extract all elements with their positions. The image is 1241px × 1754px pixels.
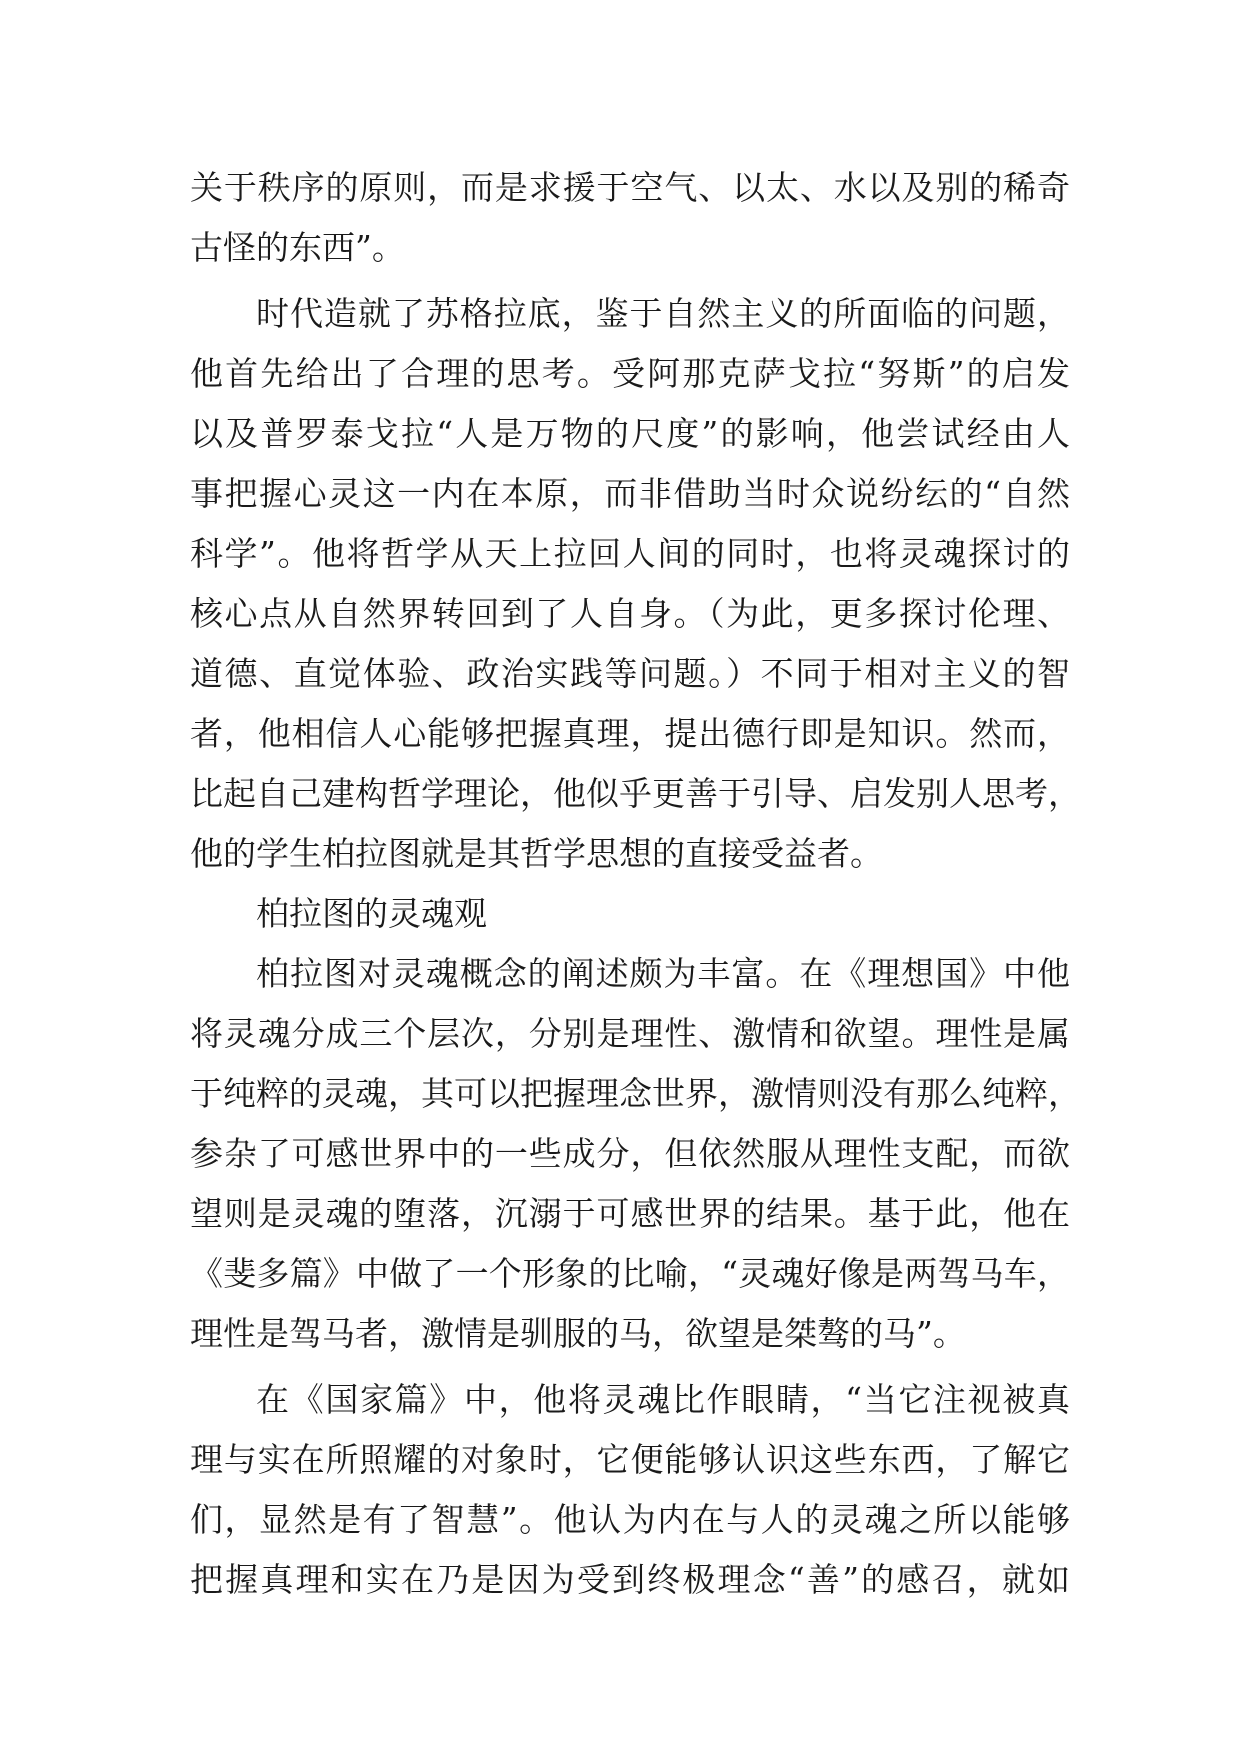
paragraph-start-line: 在《国家篇》中，他将灵魂比作眼睛，“当它注视被真 xyxy=(256,1380,1070,1419)
text-line: 道德、直觉体验、政治实践等问题。）不同于相对主义的智 xyxy=(190,654,1070,693)
section-heading: 柏拉图的灵魂观 xyxy=(256,894,487,933)
paragraph-start-line: 时代造就了苏格拉底，鉴于自然主义的所面临的问题， xyxy=(256,294,1070,333)
text-line: 望则是灵魂的堕落，沉溺于可感世界的结果。基于此，他在 xyxy=(190,1194,1070,1233)
text-line: 古怪的东西”。 xyxy=(190,228,405,267)
text-line: 于纯粹的灵魂，其可以把握理念世界，激情则没有那么纯粹， xyxy=(190,1074,1081,1113)
text-line: 参杂了可感世界中的一些成分，但依然服从理性支配，而欲 xyxy=(190,1134,1070,1173)
text-line: 核心点从自然界转回到了人自身。（为此，更多探讨伦理、 xyxy=(190,594,1070,633)
text-line: 把握真理和实在乃是因为受到终极理念“善”的感召，就如 xyxy=(190,1560,1070,1599)
text-line: 者，他相信人心能够把握真理，提出德行即是知识。然而， xyxy=(190,714,1070,753)
text-line: 以及普罗泰戈拉“人是万物的尺度”的影响，他尝试经由人 xyxy=(190,414,1070,453)
text-line: 将灵魂分成三个层次，分别是理性、激情和欲望。理性是属 xyxy=(190,1014,1070,1053)
text-line: 关于秩序的原则，而是求援于空气、以太、水以及别的稀奇 xyxy=(190,168,1070,207)
text-line: 他首先给出了合理的思考。受阿那克萨戈拉“努斯”的启发 xyxy=(190,354,1070,393)
text-line: 科学”。他将哲学从天上拉回人间的同时，也将灵魂探讨的 xyxy=(190,534,1070,573)
text-line: 理与实在所照耀的对象时，它便能够认识这些东西，了解它 xyxy=(190,1440,1070,1479)
document-page xyxy=(190,158,1081,1610)
text-line: 比起自己建构哲学理论，他似乎更善于引导、启发别人思考， xyxy=(190,774,1081,813)
text-line: 理性是驾马者，激情是驯服的马，欲望是桀骜的马”。 xyxy=(190,1314,966,1353)
text-line: 们，显然是有了智慧”。他认为内在与人的灵魂之所以能够 xyxy=(190,1500,1070,1539)
paragraph-start-line: 柏拉图对灵魂概念的阐述颇为丰富。在《理想国》中他 xyxy=(256,954,1070,993)
text-line: 《斐多篇》中做了一个形象的比喻，“灵魂好像是两驾马车， xyxy=(190,1254,1070,1293)
text-line: 他的学生柏拉图就是其哲学思想的直接受益者。 xyxy=(190,834,883,873)
text-line: 事把握心灵这一内在本原，而非借助当时众说纷纭的“自然 xyxy=(190,474,1070,513)
